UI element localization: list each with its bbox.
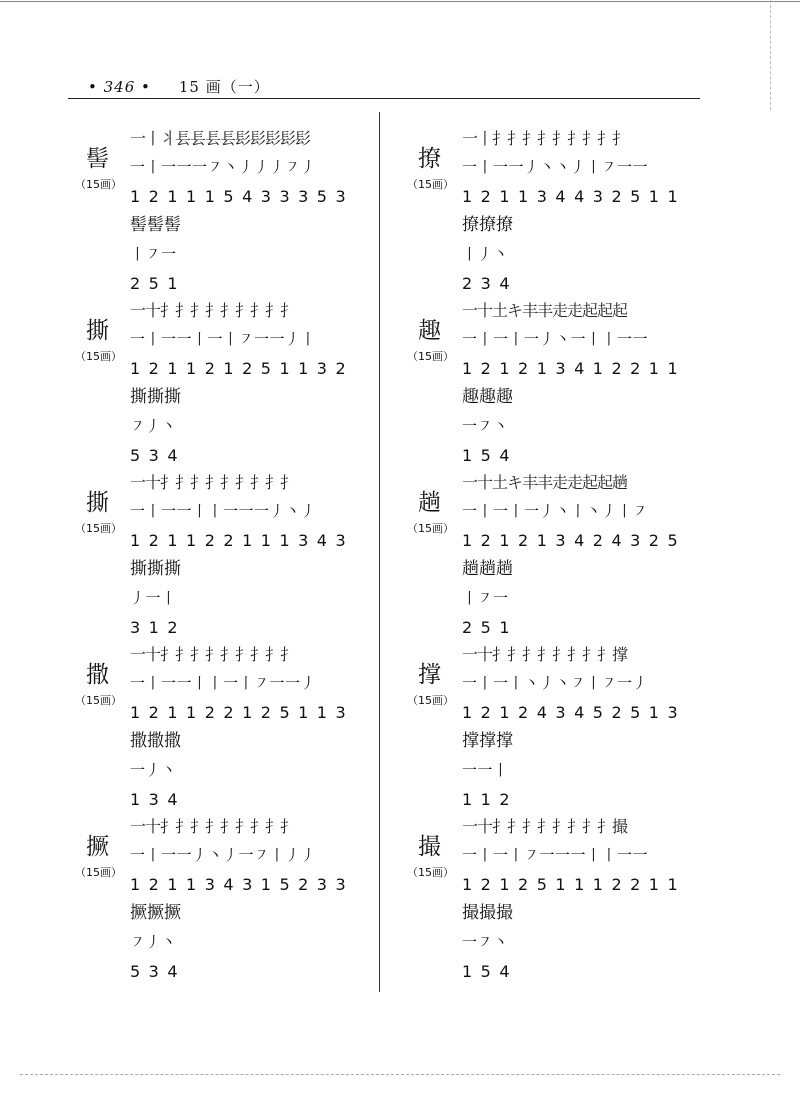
progressive-forms-continued: 撅撅撅 [130,903,181,923]
entry-jue [72,812,372,984]
section-title: 15 画（一） [178,78,270,96]
stroke-codes: 121251112211 [462,875,687,894]
stroke-shapes: 一丨一丨㇇一一一丨丨一一 [462,846,649,864]
column-divider [379,112,380,992]
stroke-codes-continued: 154 [462,962,519,981]
stroke-shapes: 一丨一一丿丶丶丿丨㇇一一 [462,158,649,176]
stroke-shapes-continued: 一㇇丶 [462,933,509,951]
stroke-shapes: 一丨一一丨丨一一一丿丶丿 [130,502,317,520]
stroke-order [130,296,354,470]
progressive-forms-continued: 撑撑撑 [462,731,513,751]
stroke-shapes: 一丨一一丨丨一丨㇇一一丿 [130,674,317,692]
stroke-count-tag: （15画） [75,866,122,879]
stroke-count-tag: （15画） [75,522,122,535]
stroke-count-tag: （15画） [407,350,454,363]
progressive-forms: 一十扌扌扌扌扌扌扌扌扌 [130,473,296,492]
entry-cheng [404,640,704,812]
stroke-codes: 121122125113 [130,703,355,722]
headword: 趣 [418,318,441,344]
stroke-shapes-continued: 丿一丨 [130,589,177,607]
stroke-shapes: 一丨一一一㇇丶丿丿丿㇇丿 [130,158,317,176]
headword: 撮 [418,834,441,860]
headword: 趟 [418,490,441,516]
bottom-edge-line [20,1074,780,1075]
progressive-forms: 一十土キ丰丰走走起起趟 [462,473,628,492]
progressive-forms: 一十土キ丰丰走走起起起 [462,301,628,320]
stroke-codes: 121134432511 [462,187,687,206]
stroke-codes: 121213424325 [462,531,687,550]
entry-cuo [404,812,704,984]
progressive-forms: 一十扌扌扌扌扌扌扌扌扌 [130,301,296,320]
top-edge-line [0,1,800,2]
stroke-count-tag: （15画） [75,694,122,707]
headword: 撒 [86,662,109,688]
stroke-codes-continued: 234 [462,274,519,293]
stroke-count-tag: （15画） [407,866,454,879]
stroke-codes-continued: 534 [130,446,187,465]
headword: 撕 [86,318,109,344]
entry-sa [72,640,372,812]
entry-tang [404,468,704,640]
headword: 撩 [418,146,441,172]
progressive-forms: 一丨丬镸镸镸镸髟髟髟髟髟 [130,129,311,148]
stroke-shapes-continued: 一一丨 [462,761,509,779]
stroke-shapes-continued: 丨㇇一 [130,245,177,263]
stroke-count-tag: （15画） [75,178,122,191]
stroke-codes: 121115433353 [130,187,355,206]
progressive-forms-continued: 撒撒撒 [130,731,181,751]
entry-ji [72,124,372,296]
left-column [72,124,372,984]
progressive-forms: 一十扌扌扌扌扌扌扌扌扌 [130,645,296,664]
stroke-codes: 121243452513 [462,703,687,722]
stroke-count-tag: （15画） [407,178,454,191]
stroke-order [130,812,354,986]
progressive-forms: 一十扌扌扌扌扌扌扌扌扌 [130,817,296,836]
stroke-codes: 121134315233 [130,875,355,894]
page-number: • 346 • [88,78,151,96]
stroke-codes-continued: 112 [462,790,519,809]
stroke-shapes: 一丨一丨丶丿丶㇇丨㇇一丿 [462,674,649,692]
progressive-forms-continued: 髻髻髻 [130,215,181,235]
stroke-order [462,296,686,470]
stroke-order [130,640,354,814]
stroke-shapes: 一丨一丨一丿丶丨丶丿丨㇇ [462,502,649,520]
stroke-order [462,812,686,986]
headword: 髻 [86,146,109,172]
stroke-order [462,468,686,642]
stroke-shapes-continued: 丨㇇一 [462,589,509,607]
stroke-codes: 121122111343 [130,531,355,550]
stroke-shapes: 一丨一丨一丿丶一丨丨一一 [462,330,649,348]
headword: 撕 [86,490,109,516]
stroke-codes-continued: 251 [462,618,519,637]
progressive-forms-continued: 撕撕撕 [130,559,181,579]
stroke-count-tag: （15画） [407,694,454,707]
stroke-codes-continued: 134 [130,790,187,809]
stroke-order [130,468,354,642]
header-rule [68,98,700,99]
stroke-codes-continued: 312 [130,618,187,637]
stroke-order [130,124,354,298]
stroke-codes-continued: 251 [130,274,187,293]
stroke-order [462,640,686,814]
headword: 撑 [418,662,441,688]
progressive-forms-continued: 撕撕撕 [130,387,181,407]
stroke-shapes: 一丨一一丨一丨㇇一一丿丨 [130,330,317,348]
right-column [404,124,704,984]
progressive-forms-continued: 趟趟趟 [462,559,513,579]
stroke-shapes-continued: 丨丿丶 [462,245,509,263]
stroke-codes-continued: 534 [130,962,187,981]
progressive-forms: 一丨扌扌扌扌扌扌扌扌扌 [462,129,628,148]
stroke-shapes-continued: ㇇丿丶 [130,417,177,435]
entry-liao [404,124,704,296]
stroke-order [462,124,686,298]
stroke-shapes-continued: ㇇丿丶 [130,933,177,951]
stroke-shapes-continued: 一丿丶 [130,761,177,779]
entry-qu [404,296,704,468]
entry-si-2 [72,468,372,640]
progressive-forms: 一十扌扌扌扌扌扌扌扌撮 [462,817,628,836]
stroke-count-tag: （15画） [407,522,454,535]
margin-guide-line [770,0,771,110]
entry-si-1 [72,296,372,468]
stroke-codes-continued: 154 [462,446,519,465]
stroke-codes: 121213412211 [462,359,687,378]
page-header [88,76,270,97]
stroke-count-tag: （15画） [75,350,122,363]
stroke-codes: 121121251132 [130,359,355,378]
progressive-forms-continued: 趣趣趣 [462,387,513,407]
stroke-shapes: 一丨一一丿丶丿一㇇丨丿丿 [130,846,317,864]
progressive-forms: 一十扌扌扌扌扌扌扌扌撑 [462,645,628,664]
headword: 撅 [86,834,109,860]
progressive-forms-continued: 撩撩撩 [462,215,513,235]
stroke-shapes-continued: 一㇇丶 [462,417,509,435]
progressive-forms-continued: 撮撮撮 [462,903,513,923]
